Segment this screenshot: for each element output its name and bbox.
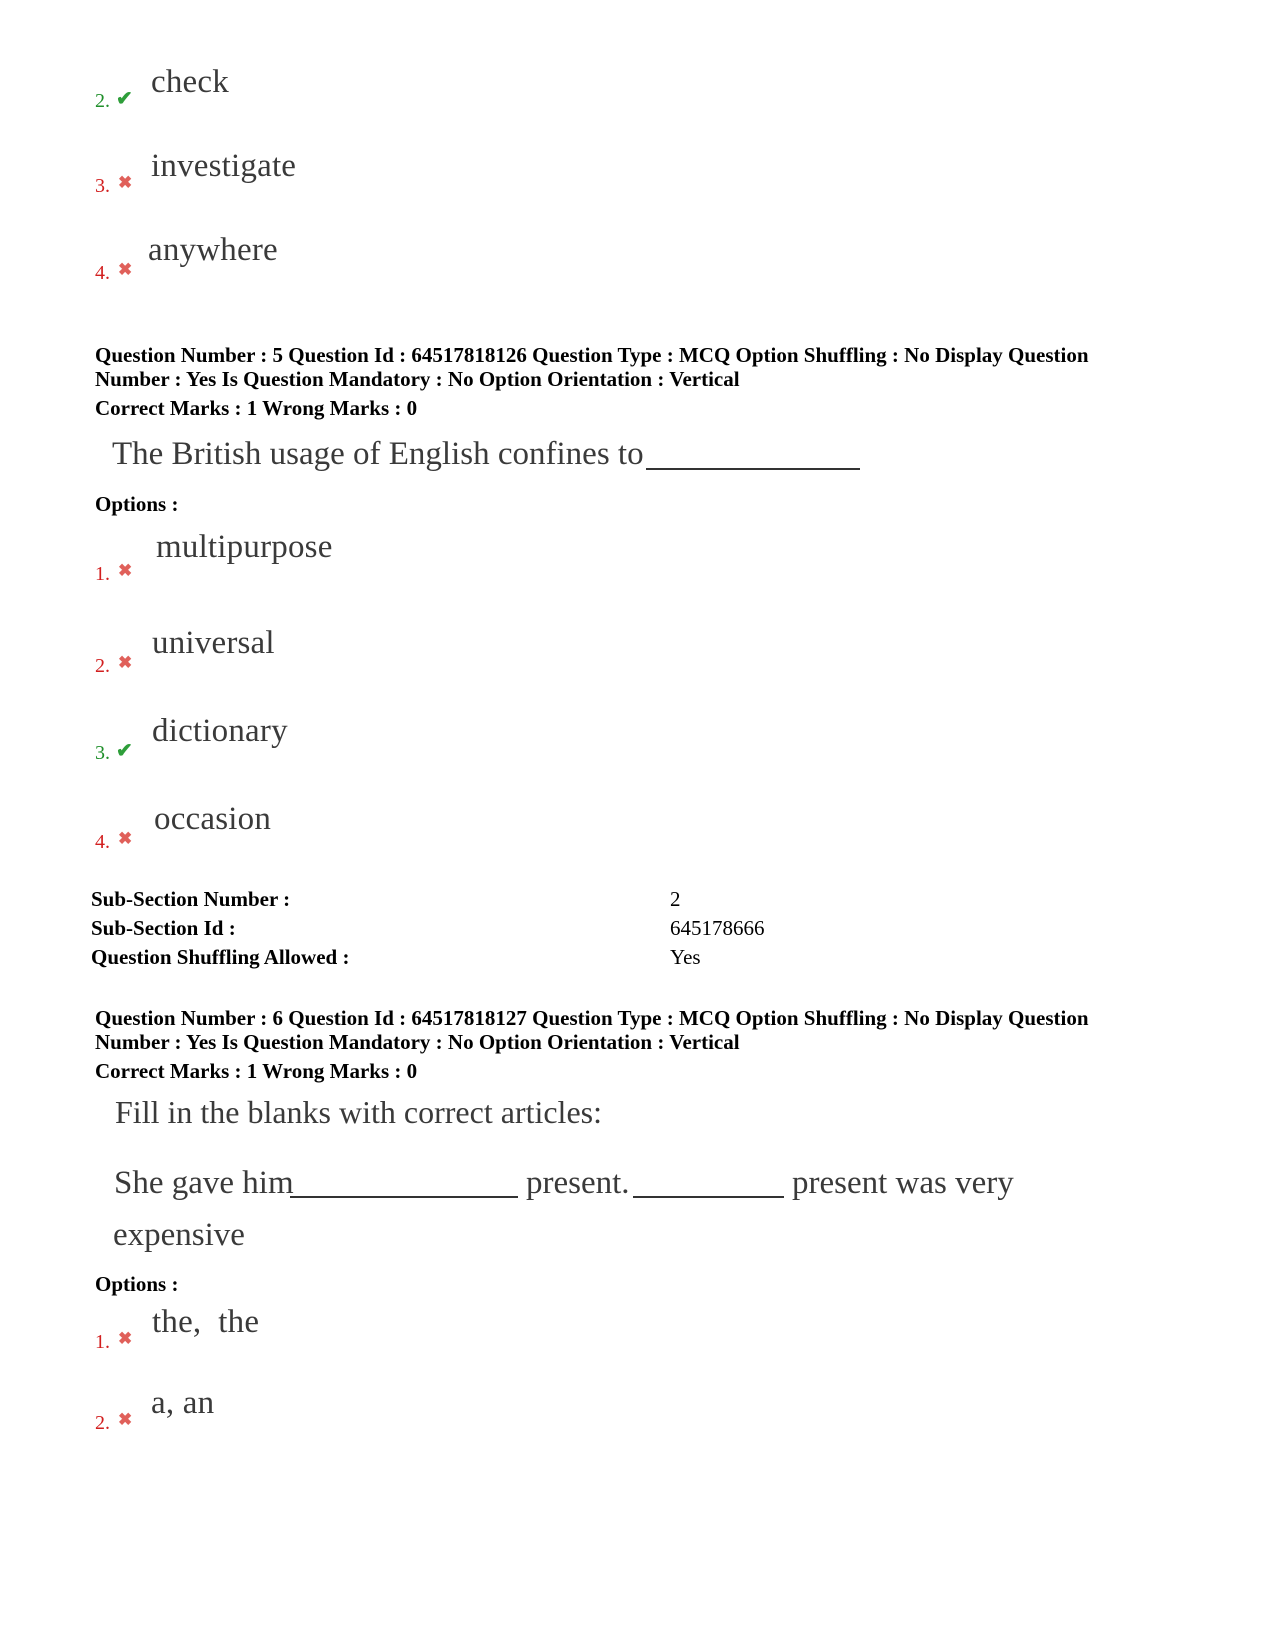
option-text: occasion xyxy=(154,801,272,837)
option-number: 1. xyxy=(95,563,110,585)
question5-meta-line1: Question Number : 5 Question Id : 64517818126 Question Type : MCQ Option Shuffling : No Display Question xyxy=(95,343,1089,367)
option-text: a, an xyxy=(151,1385,215,1421)
answer-blank-1 xyxy=(290,1196,518,1198)
option-number: 3. xyxy=(95,175,110,197)
correct-check-icon: ✔ xyxy=(116,740,133,762)
option-number: 2. xyxy=(95,1412,110,1434)
option-number: 3. xyxy=(95,742,110,764)
sentence-part-1: She gave him xyxy=(114,1165,294,1201)
options-label: Options : xyxy=(95,1272,179,1296)
question-shuffling-label: Question Shuffling Allowed : xyxy=(91,945,350,969)
option-text: multipurpose xyxy=(156,529,333,565)
option-number: 2. xyxy=(95,90,110,112)
question6-meta-line2: Number : Yes Is Question Mandatory : No Option Orientation : Vertical xyxy=(95,1030,740,1054)
wrong-cross-icon: ✖ xyxy=(118,829,133,848)
answer-blank-2 xyxy=(633,1196,784,1198)
sentence-part-4: expensive xyxy=(113,1217,245,1253)
option-number: 4. xyxy=(95,262,110,284)
options-label: Options : xyxy=(95,492,179,516)
sentence-part-3: present was very xyxy=(792,1165,1014,1201)
question5-meta-line2: Number : Yes Is Question Mandatory : No Option Orientation : Vertical xyxy=(95,367,740,391)
question6-meta-line1: Question Number : 6 Question Id : 64517818127 Question Type : MCQ Option Shuffling : No Display Question xyxy=(95,1006,1089,1030)
wrong-cross-icon: ✖ xyxy=(118,653,133,672)
question-shuffling-value: Yes xyxy=(670,945,701,969)
subsection-number-label: Sub-Section Number : xyxy=(91,887,291,911)
subsection-number-value: 2 xyxy=(670,887,681,911)
option-text: universal xyxy=(152,625,275,661)
option-number: 2. xyxy=(95,655,110,677)
option-number: 1. xyxy=(95,1331,110,1353)
answer-blank xyxy=(646,468,860,470)
wrong-cross-icon: ✖ xyxy=(118,173,133,192)
wrong-cross-icon: ✖ xyxy=(118,1329,133,1348)
sentence-part-2: present. xyxy=(526,1165,630,1201)
option-text: check xyxy=(151,64,229,100)
option-text: the, the xyxy=(152,1304,260,1340)
question6-instruction: Fill in the blanks with correct articles: xyxy=(115,1094,602,1130)
wrong-cross-icon: ✖ xyxy=(118,1410,133,1429)
option-text: investigate xyxy=(151,148,297,184)
option-number: 4. xyxy=(95,831,110,853)
question5-text: The British usage of English confines to xyxy=(112,436,644,472)
option-text: anywhere xyxy=(148,232,278,268)
option-text: dictionary xyxy=(152,713,288,749)
wrong-cross-icon: ✖ xyxy=(118,561,133,580)
correct-check-icon: ✔ xyxy=(116,88,133,110)
question5-marks: Correct Marks : 1 Wrong Marks : 0 xyxy=(95,396,418,420)
wrong-cross-icon: ✖ xyxy=(118,260,133,279)
question6-marks: Correct Marks : 1 Wrong Marks : 0 xyxy=(95,1059,418,1083)
subsection-id-label: Sub-Section Id : xyxy=(91,916,236,940)
subsection-id-value: 645178666 xyxy=(670,916,765,940)
